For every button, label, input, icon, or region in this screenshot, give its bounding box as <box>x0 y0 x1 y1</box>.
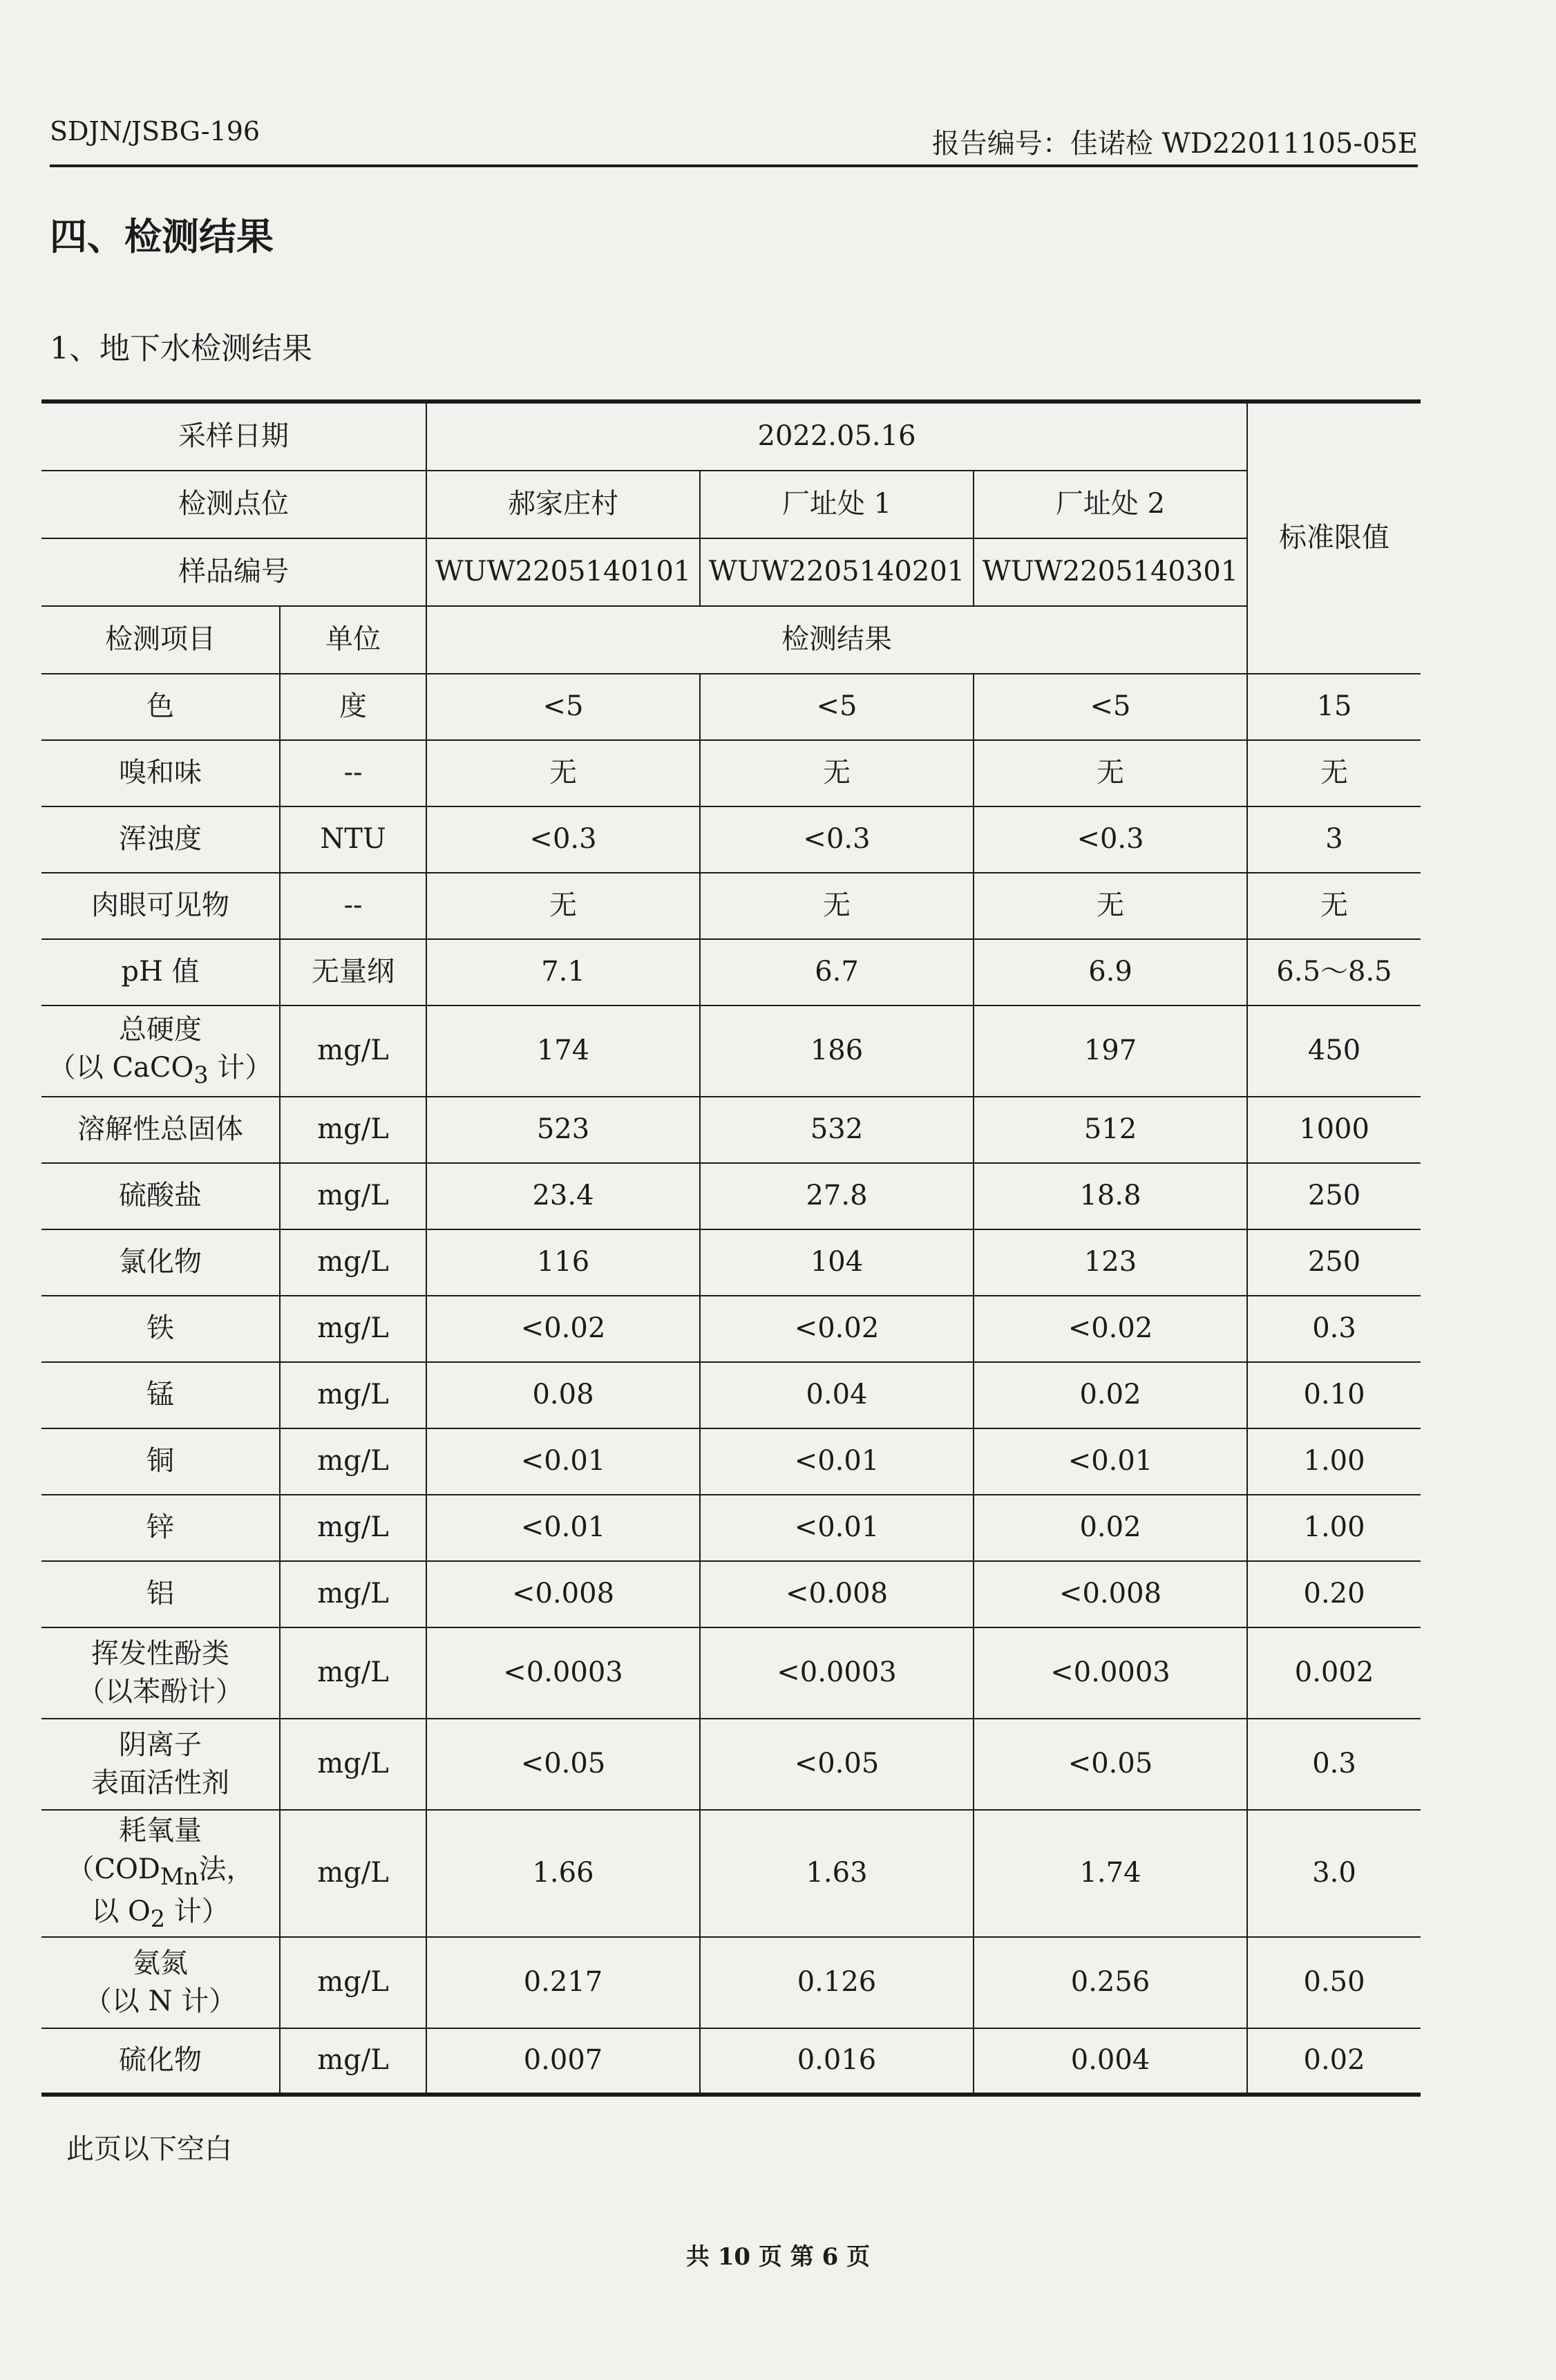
sample-no-label: 样品编号 <box>41 538 426 606</box>
item-column-header: 检测项目 <box>41 606 280 674</box>
limit-cell: 3.0 <box>1247 1810 1421 1937</box>
result-cell: 523 <box>426 1097 700 1163</box>
result-cell: 无 <box>426 873 700 939</box>
result-cell: 无 <box>974 873 1247 939</box>
limit-cell: 450 <box>1247 1005 1421 1097</box>
table-row <box>41 1937 1421 2028</box>
table-row <box>41 1296 1421 1362</box>
result-cell: 116 <box>426 1229 700 1296</box>
item-subscript: 2 <box>150 1905 165 1932</box>
table-row <box>41 1229 1421 1296</box>
item-cell: 氯化物 <box>41 1229 280 1296</box>
table-row <box>41 1627 1421 1719</box>
unit-cell: mg/L <box>280 2028 426 2095</box>
result-cell: 0.04 <box>700 1362 974 1428</box>
item-line <box>46 1049 275 1091</box>
table-row <box>41 2028 1421 2095</box>
item-subscript: Mn <box>160 1862 199 1890</box>
table-row <box>41 939 1421 1005</box>
result-cell: 7.1 <box>426 939 700 1005</box>
site-label: 检测点位 <box>41 471 426 538</box>
item-cell <box>41 1005 280 1097</box>
groundwater-results-table <box>41 399 1421 2097</box>
item-cell: 色 <box>41 674 280 740</box>
unit-cell: mg/L <box>280 1627 426 1719</box>
sample-no-3: WUW2205140301 <box>974 538 1247 606</box>
unit-cell: mg/L <box>280 1937 426 2028</box>
site-1: 郝家庄村 <box>426 471 700 538</box>
result-cell: <0.008 <box>426 1561 700 1627</box>
item-cell: 锰 <box>41 1362 280 1428</box>
result-cell: <0.01 <box>974 1428 1247 1495</box>
result-cell: 6.7 <box>700 939 974 1005</box>
result-cell: 0.02 <box>974 1495 1247 1561</box>
unit-cell: NTU <box>280 806 426 873</box>
table-row <box>41 806 1421 873</box>
item-cell: 锌 <box>41 1495 280 1561</box>
item-text: （以 CaCO <box>48 1052 194 1084</box>
result-cell: 无 <box>700 873 974 939</box>
result-cell: 1.74 <box>974 1810 1247 1937</box>
result-cell: 无 <box>974 740 1247 806</box>
result-cell: <0.008 <box>974 1561 1247 1627</box>
standard-limit-header: 标准限值 <box>1247 402 1421 674</box>
result-cell: <0.0003 <box>426 1627 700 1719</box>
result-cell: <0.01 <box>700 1428 974 1495</box>
item-line: 总硬度 <box>119 1013 202 1046</box>
result-cell: 无 <box>700 740 974 806</box>
table-row <box>41 1005 1421 1097</box>
result-cell: 104 <box>700 1229 974 1296</box>
result-cell: <0.0003 <box>974 1627 1247 1719</box>
unit-cell: -- <box>280 740 426 806</box>
limit-cell: 无 <box>1247 740 1421 806</box>
limit-cell: 1.00 <box>1247 1428 1421 1495</box>
result-cell: 174 <box>426 1005 700 1097</box>
result-cell: 0.02 <box>974 1362 1247 1428</box>
limit-cell: 0.20 <box>1247 1561 1421 1627</box>
result-cell: <0.01 <box>700 1495 974 1561</box>
limit-cell: 0.02 <box>1247 2028 1421 2095</box>
result-cell: 18.8 <box>974 1163 1247 1229</box>
item-subscript: 3 <box>193 1061 209 1089</box>
unit-column-header: 单位 <box>280 606 426 674</box>
unit-cell: mg/L <box>280 1005 426 1097</box>
unit-cell: mg/L <box>280 1163 426 1229</box>
limit-cell: 250 <box>1247 1229 1421 1296</box>
item-line <box>46 1851 275 1893</box>
result-cell: <5 <box>426 674 700 740</box>
item-cell: 硫化物 <box>41 2028 280 2095</box>
blank-page-note: 此页以下空白 <box>66 2133 232 2165</box>
result-cell: <0.05 <box>426 1719 700 1810</box>
item-cell: 肉眼可见物 <box>41 873 280 939</box>
unit-cell: mg/L <box>280 1810 426 1937</box>
item-cell: 铜 <box>41 1428 280 1495</box>
limit-cell: 250 <box>1247 1163 1421 1229</box>
item-line: 阴离子 <box>119 1728 202 1761</box>
page-number: 共 10 页 第 6 页 <box>685 2243 871 2271</box>
result-cell: <0.05 <box>974 1719 1247 1810</box>
item-cell <box>41 1719 280 1810</box>
item-text: 以 O <box>91 1895 151 1927</box>
item-cell <box>41 1810 280 1937</box>
sample-no-1: WUW2205140101 <box>426 538 700 606</box>
item-line: 挥发性酚类 <box>91 1637 229 1670</box>
item-line: 表面活性剂 <box>91 1767 229 1799</box>
unit-cell: mg/L <box>280 1495 426 1561</box>
result-cell: <0.02 <box>426 1296 700 1362</box>
result-cell: <0.008 <box>700 1561 974 1627</box>
unit-cell: mg/L <box>280 1097 426 1163</box>
item-cell: 溶解性总固体 <box>41 1097 280 1163</box>
table-row <box>41 1163 1421 1229</box>
table-row <box>41 1810 1421 1937</box>
item-cell <box>41 1627 280 1719</box>
result-cell: 0.007 <box>426 2028 700 2095</box>
table-row <box>41 1428 1421 1495</box>
sub-title: 1、地下水检测结果 <box>50 331 312 366</box>
unit-cell: mg/L <box>280 1719 426 1810</box>
result-cell: 512 <box>974 1097 1247 1163</box>
limit-cell: 6.5～8.5 <box>1247 939 1421 1005</box>
item-cell: 嗅和味 <box>41 740 280 806</box>
site-3: 厂址处 2 <box>974 471 1247 538</box>
table-row <box>41 1362 1421 1428</box>
result-cell: <0.05 <box>700 1719 974 1810</box>
item-cell: pH 值 <box>41 939 280 1005</box>
item-cell: 硫酸盐 <box>41 1163 280 1229</box>
result-cell: <0.3 <box>426 806 700 873</box>
document-code: SDJN/JSBG-196 <box>50 116 260 147</box>
table-row <box>41 674 1421 740</box>
report-number: 报告编号：佳诺检 WD22011105-05E <box>931 128 1418 160</box>
header-row-sample-no <box>41 538 1421 606</box>
limit-cell: 0.002 <box>1247 1627 1421 1719</box>
result-cell: <0.3 <box>700 806 974 873</box>
limit-cell: 1.00 <box>1247 1495 1421 1561</box>
result-cell: 0.217 <box>426 1937 700 2028</box>
unit-cell: mg/L <box>280 1362 426 1428</box>
result-cell: 197 <box>974 1005 1247 1097</box>
item-line: 氨氮 <box>133 1947 188 1979</box>
result-cell: <0.3 <box>974 806 1247 873</box>
unit-cell: mg/L <box>280 1561 426 1627</box>
item-text: （COD <box>66 1853 160 1885</box>
header-row-columns <box>41 606 1421 674</box>
header-rule <box>50 164 1418 167</box>
table-row <box>41 1719 1421 1810</box>
site-2: 厂址处 1 <box>700 471 974 538</box>
table-row <box>41 1495 1421 1561</box>
limit-cell: 无 <box>1247 873 1421 939</box>
unit-cell: mg/L <box>280 1296 426 1362</box>
result-cell: <0.01 <box>426 1495 700 1561</box>
sampling-date: 2022.05.16 <box>426 402 1247 471</box>
result-column-header: 检测结果 <box>426 606 1247 674</box>
result-cell: 0.004 <box>974 2028 1247 2095</box>
item-cell: 浑浊度 <box>41 806 280 873</box>
result-cell: 186 <box>700 1005 974 1097</box>
unit-cell: -- <box>280 873 426 939</box>
table-row <box>41 740 1421 806</box>
item-line: （以苯酚计） <box>77 1676 243 1708</box>
result-cell: 1.66 <box>426 1810 700 1937</box>
item-text: 法， <box>198 1853 254 1885</box>
result-cell: <0.02 <box>700 1296 974 1362</box>
result-cell: 0.016 <box>700 2028 974 2095</box>
result-cell: <5 <box>700 674 974 740</box>
result-cell: <5 <box>974 674 1247 740</box>
item-line: （以 N 计） <box>84 1985 237 2017</box>
item-line: 耗氧量 <box>119 1815 202 1847</box>
header-row-date <box>41 402 1421 471</box>
item-cell: 铁 <box>41 1296 280 1362</box>
limit-cell: 3 <box>1247 806 1421 873</box>
limit-cell: 1000 <box>1247 1097 1421 1163</box>
result-cell: 1.63 <box>700 1810 974 1937</box>
unit-cell: mg/L <box>280 1229 426 1296</box>
result-cell: 27.8 <box>700 1163 974 1229</box>
result-cell: 无 <box>426 740 700 806</box>
section-title: 四、检测结果 <box>50 214 274 258</box>
limit-cell: 15 <box>1247 674 1421 740</box>
item-cell <box>41 1937 280 2028</box>
unit-cell: 度 <box>280 674 426 740</box>
unit-cell: 无量纲 <box>280 939 426 1005</box>
item-cell: 铝 <box>41 1561 280 1627</box>
unit-cell: mg/L <box>280 1428 426 1495</box>
header-row-site <box>41 471 1421 538</box>
limit-cell: 0.3 <box>1247 1719 1421 1810</box>
limit-cell: 0.50 <box>1247 1937 1421 2028</box>
result-cell: 0.08 <box>426 1362 700 1428</box>
sampling-date-label: 采样日期 <box>41 402 426 471</box>
table-row <box>41 1561 1421 1627</box>
result-cell: 23.4 <box>426 1163 700 1229</box>
result-cell: 0.256 <box>974 1937 1247 2028</box>
item-text: 计） <box>165 1895 229 1927</box>
result-cell: 532 <box>700 1097 974 1163</box>
table-row <box>41 1097 1421 1163</box>
result-cell: 123 <box>974 1229 1247 1296</box>
page-header <box>50 116 1418 166</box>
item-text: 计） <box>208 1052 273 1084</box>
result-cell: <0.01 <box>426 1428 700 1495</box>
table-row <box>41 873 1421 939</box>
limit-cell: 0.3 <box>1247 1296 1421 1362</box>
result-cell: <0.02 <box>974 1296 1247 1362</box>
limit-cell: 0.10 <box>1247 1362 1421 1428</box>
item-line <box>46 1893 275 1935</box>
sample-no-2: WUW2205140201 <box>700 538 974 606</box>
result-cell: 6.9 <box>974 939 1247 1005</box>
result-cell: <0.0003 <box>700 1627 974 1719</box>
result-cell: 0.126 <box>700 1937 974 2028</box>
